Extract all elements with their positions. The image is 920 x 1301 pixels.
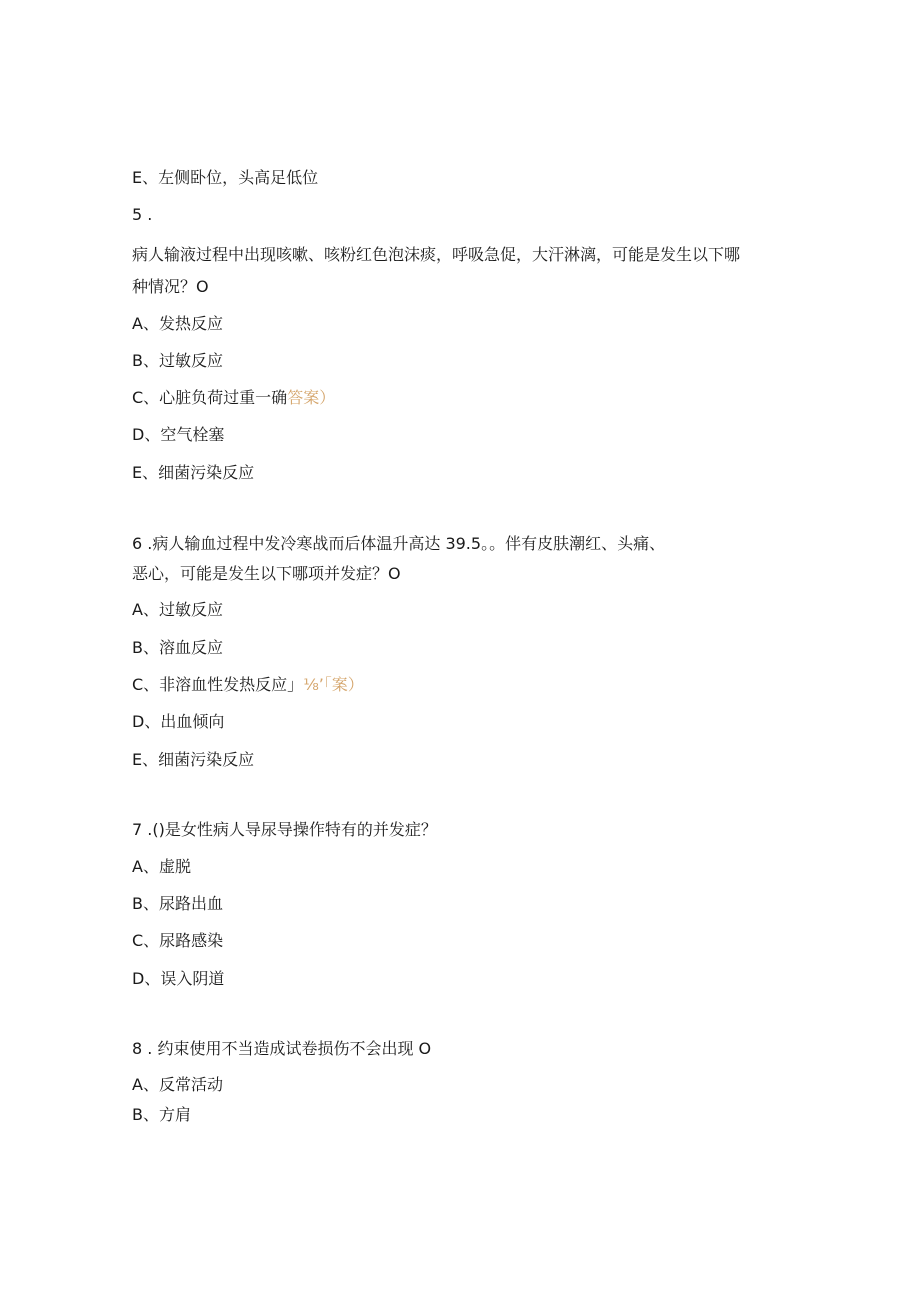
option-q6-a: A、过敏反应 (132, 600, 223, 619)
answer-mark-q5: 答案） (287, 388, 336, 407)
option-q5-a: A、发热反应 (132, 314, 223, 333)
option-q6-e: E、细菌污染反应 (132, 750, 255, 769)
option-q4-e: E、左侧卧位，头高足低位 (132, 168, 319, 187)
answer-mark-q6: ⅛’「案） (303, 675, 364, 694)
option-q6-c (132, 675, 364, 695)
question-5-number: 5 . (132, 205, 153, 224)
option-q5-c (132, 388, 335, 408)
question-5-text: 病人输液过程中出现咳嗽、咳粉红色泡沫痰，呼吸急促，大汗淋漓，可能是发生以下哪 (132, 245, 741, 264)
option-q7-d: D、误入阴道 (132, 969, 225, 988)
question-6-text-cont: 恶心，可能是发生以下哪项并发症？O (132, 564, 401, 583)
option-q8-a: A、反常活动 (132, 1075, 223, 1094)
question-7-text: 7 .()是女性病人导尿导操作特有的并发症？ (132, 820, 437, 839)
option-q6-c-text: C、非溶血性发热反应」 (132, 675, 304, 694)
question-8-text: 8 . 约束使用不当造成试卷损伤不会出现 O (132, 1039, 432, 1058)
option-q5-d: D、空气栓塞 (132, 425, 225, 444)
option-q6-d: D、出血倾向 (132, 712, 225, 731)
question-5-text-cont: 种情况？O (132, 277, 209, 296)
option-q5-e: E、细菌污染反应 (132, 463, 255, 482)
option-q5-b: B、过敏反应 (132, 351, 223, 370)
question-6-text: 6 .病人输血过程中发冷寒战而后体温升高达 39.5。。伴有皮肤潮红、头痛、 (132, 534, 666, 553)
option-q7-b: B、尿路出血 (132, 894, 223, 913)
option-q7-c: C、尿路感染 (132, 931, 224, 950)
option-q5-c-text: C、心脏负荷过重一确 (132, 388, 288, 407)
option-q8-b: B、方肩 (132, 1105, 191, 1124)
option-q6-b: B、溶血反应 (132, 638, 223, 657)
option-q7-a: A、虚脱 (132, 857, 191, 876)
